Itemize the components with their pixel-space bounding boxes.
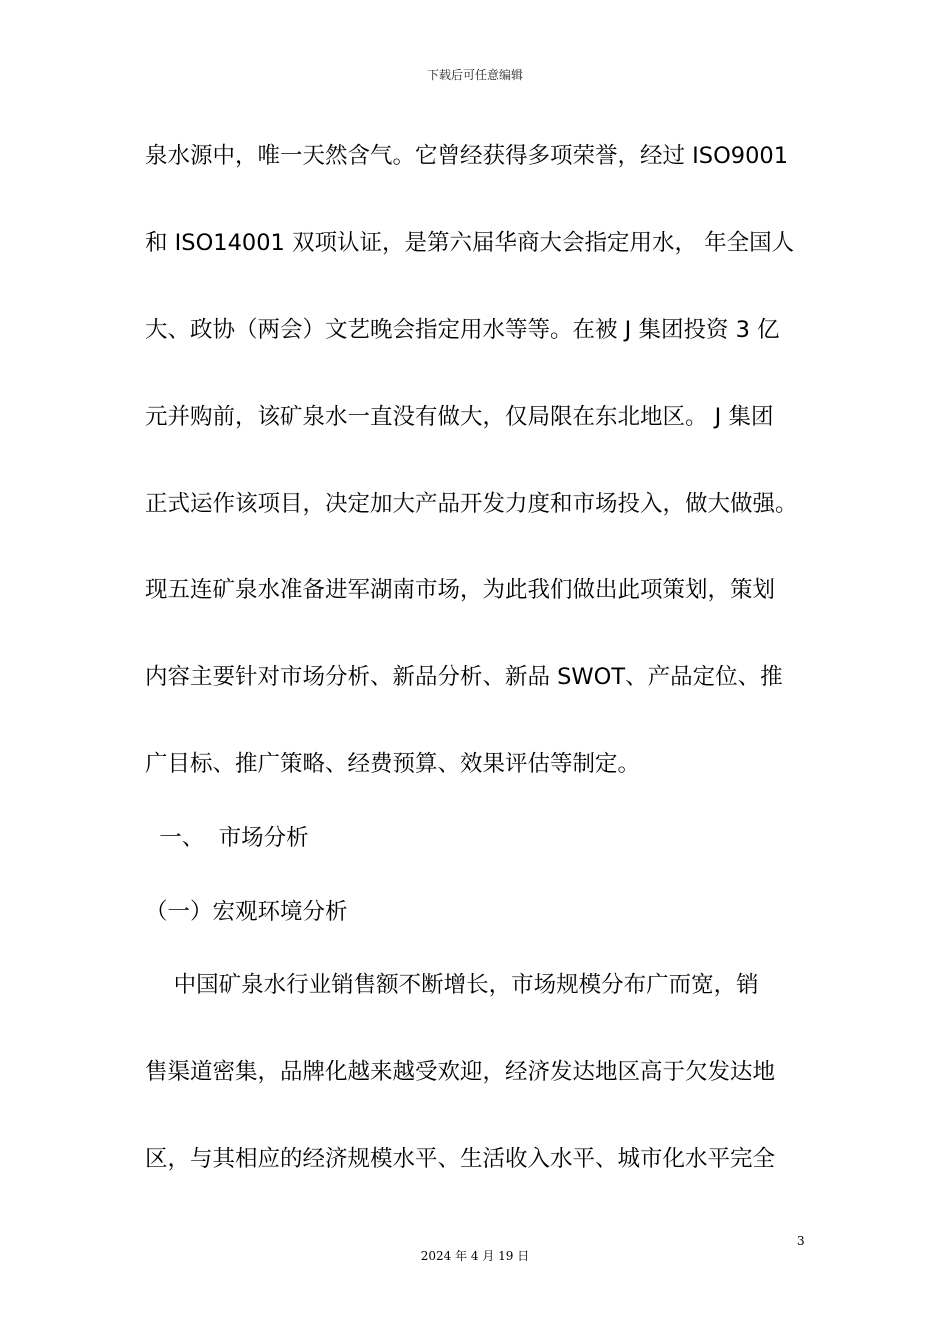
body-line-12: 售渠道密集，品牌化越来越受欢迎，经济发达地区高于欠发达地 xyxy=(145,1059,776,1085)
body-line-7: 内容主要针对市场分析、新品分析、新品 SWOT、产品定位、推 xyxy=(145,664,783,690)
body-line-4: 元并购前，该矿泉水一直没有做大，仅局限在东北地区。 J 集团 xyxy=(145,404,774,430)
page-number: 3 xyxy=(797,1234,805,1248)
footer-date: 2024 年 4 月 19 日 xyxy=(420,1249,530,1263)
body-line-3: 大、政协（两会）文艺晚会指定用水等等。在被 J 集团投资 3 亿 xyxy=(145,317,780,343)
section-heading: 一、 市场分析 xyxy=(145,825,309,851)
body-line-1: 泉水源中，唯一天然含气。它曾经获得多项荣誉，经过 ISO9001 xyxy=(145,143,789,169)
body-line-11: 中国矿泉水行业销售额不断增长，市场规模分布广而宽，销 xyxy=(145,972,759,998)
body-line-6: 现五连矿泉水准备进军湖南市场，为此我们做出此项策划，策划 xyxy=(145,577,776,603)
page-header: 下载后可任意编辑 xyxy=(426,68,523,82)
body-line-8: 广目标、推广策略、经费预算、效果评估等制定。 xyxy=(145,751,641,777)
body-line-2: 和 ISO14001 双项认证，是第六届华商大会指定用水， 年全国人 xyxy=(145,230,795,256)
body-line-5: 正式运作该项目，决定加大产品开发力度和市场投入，做大做强。 xyxy=(145,491,798,517)
body-line-13: 区，与其相应的经济规模水平、生活收入水平、城市化水平完全 xyxy=(145,1146,776,1172)
subsection-heading: （一）宏观环境分析 xyxy=(145,899,348,925)
